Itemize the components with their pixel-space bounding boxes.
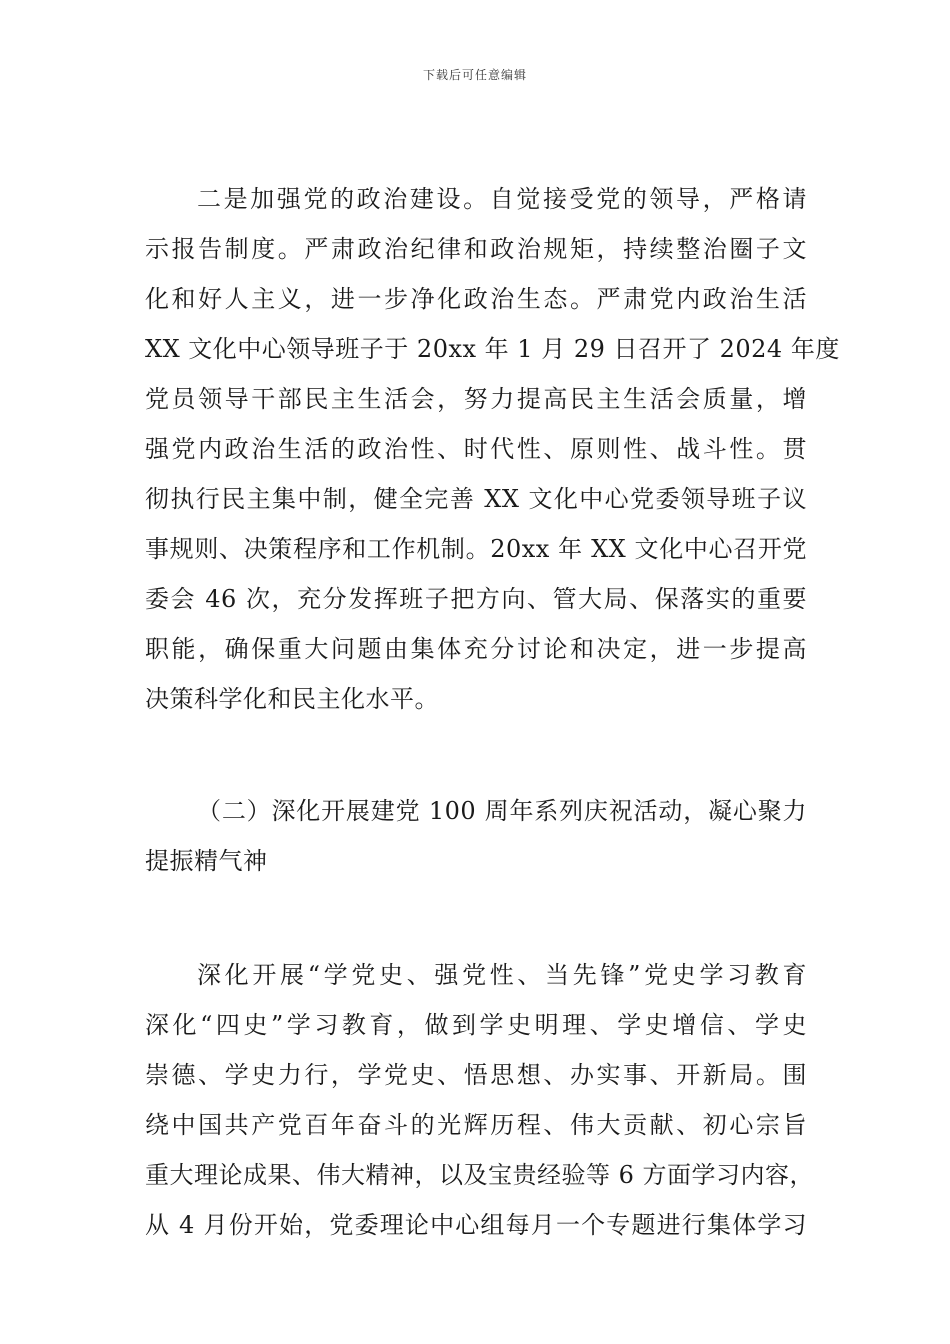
text-line: XX 文化中心领导班子于 20xx 年 1 月 29 日召开了 2024 年度: [145, 335, 840, 363]
text-line: 党员领导干部民主生活会，努力提高民主生活会质量，增: [145, 385, 807, 413]
text-line: 决策科学化和民主化水平。: [145, 685, 439, 713]
text-line: 崇德、学史力行，学党史、悟思想、办实事、开新局。围: [145, 1061, 807, 1089]
text-line: 强党内政治生活的政治性、时代性、原则性、战斗性。贯: [145, 435, 807, 463]
text-line: 深化“四史”学习教育，做到学史明理、学史增信、学史: [145, 1011, 807, 1039]
section-heading-centenary: [145, 786, 807, 886]
text-line: 化和好人主义，进一步净化政治生态。严肃党内政治生活: [145, 285, 807, 313]
text-line: 示报告制度。严肃政治纪律和政治规矩，持续整治圈子文: [145, 235, 807, 263]
paragraph-party-history-study: [145, 950, 815, 1250]
text-line: 彻执行民主集中制，健全完善 XX 文化中心党委领导班子议: [145, 485, 807, 513]
heading-line: 提振精气神: [145, 847, 268, 875]
heading-line: （二）深化开展建党 100 周年系列庆祝活动，凝心聚力: [197, 797, 807, 825]
text-line: 重大理论成果、伟大精神，以及宝贵经验等 6 方面学习内容，: [145, 1161, 815, 1189]
text-line: 深化开展“学党史、强党性、当先锋”党史学习教育: [197, 961, 807, 989]
text-line: 从 4 月份开始，党委理论中心组每月一个专题进行集体学习: [145, 1211, 807, 1239]
paragraph-political-building: [145, 174, 840, 724]
text-line: 绕中国共产党百年奋斗的光辉历程、伟大贡献、初心宗旨: [145, 1111, 807, 1139]
page-header-note: 下载后可任意编辑: [422, 68, 527, 82]
document-body: [145, 174, 840, 1250]
text-line: 职能，确保重大问题由集体充分讨论和决定，进一步提高: [145, 635, 807, 663]
text-line: 二是加强党的政治建设。自觉接受党的领导，严格请: [197, 185, 807, 213]
text-line: 事规则、决策程序和工作机制。20xx 年 XX 文化中心召开党: [145, 535, 807, 563]
text-line: 委会 46 次，充分发挥班子把方向、管大局、保落实的重要: [145, 585, 807, 613]
